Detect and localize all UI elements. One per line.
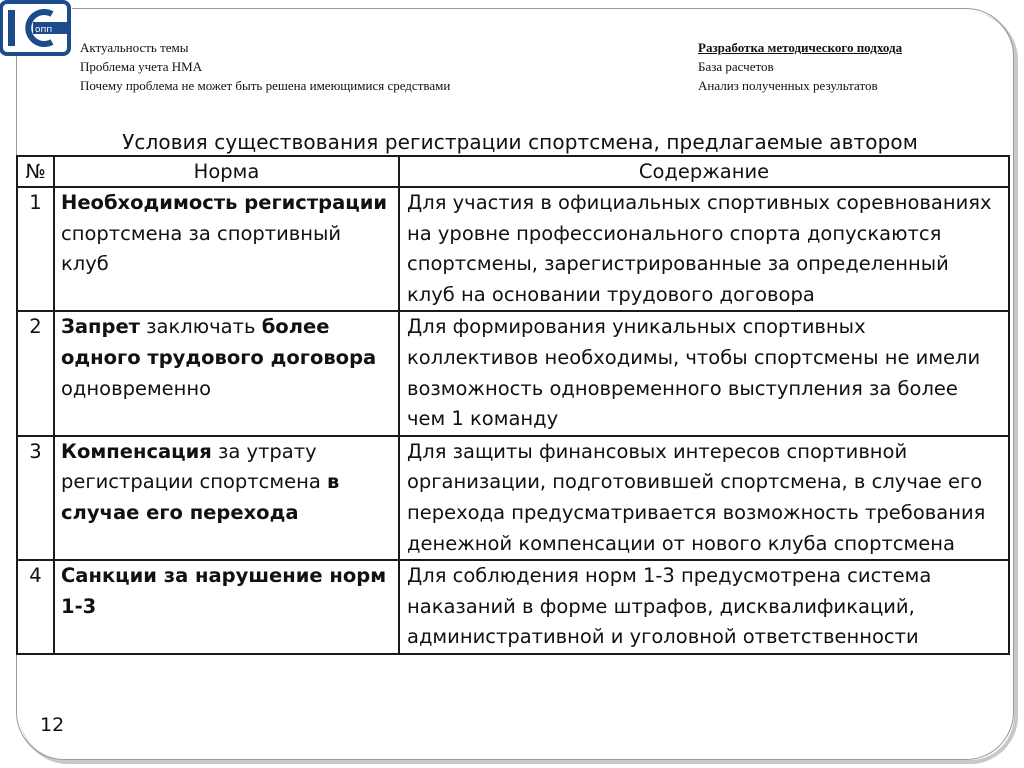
table-row: [17, 311, 1009, 435]
row-content: Для формирования уникальных спортивных коллективов необходимы, чтобы спортсмены не имели возможность одновременного выступления за более чем 1 команду: [399, 311, 1009, 435]
row-number: 1: [17, 187, 54, 311]
norm-text: одновременно: [61, 376, 212, 400]
row-norm: [54, 436, 399, 560]
logo: [0, 0, 72, 56]
row-number: 4: [17, 560, 54, 654]
nav-link-why-unsolved[interactable]: Почему проблема не может быть решена имеющимися средствами: [80, 78, 451, 93]
norm-bold-text: в случае его перехода: [61, 470, 340, 524]
norm-text: спортсмена за спортивный клуб: [61, 221, 342, 276]
norms-table: [16, 155, 1010, 655]
nav-link-methodology[interactable]: Разработка методического подхода: [698, 40, 903, 55]
slide-title: Условия существования регистрации спортсмена, предлагаемые автором: [122, 130, 918, 154]
row-norm: [54, 187, 399, 311]
norm-text: за утрату регистрации спортсмена: [61, 439, 327, 494]
row-number: 3: [17, 436, 54, 560]
norm-bold-text: Запрет: [61, 315, 140, 339]
row-content: Для соблюдения норм 1-3 предусмотрена система наказаний в форме штрафов, дисквалификаций, административной и уголовной ответственности: [399, 560, 1009, 654]
col-header-content: Содержание: [399, 156, 1009, 187]
table-row: [17, 560, 1009, 654]
col-header-norm: Норма: [54, 156, 399, 187]
norm-bold-text: более одного трудового договора: [61, 315, 377, 369]
col-header-num: №: [17, 156, 54, 187]
table-row: [17, 436, 1009, 560]
nav-link-calc-base[interactable]: База расчетов: [698, 59, 774, 74]
row-content: Для защиты финансовых интересов спортивной организации, подготовившей спортсмена, в случае его перехода предусматривается возможность требования денежной компенсации от нового клуба спортсмена: [399, 436, 1009, 560]
row-norm: [54, 311, 399, 435]
table-row: [17, 187, 1009, 311]
norm-bold-text: Санкции за нарушение норм 1-3: [61, 564, 387, 618]
nav-link-results[interactable]: Анализ полученных результатов: [698, 78, 878, 93]
nav-right: [698, 38, 902, 95]
row-norm: [54, 560, 399, 654]
svg-text:опп: опп: [35, 25, 53, 35]
page-number: 12: [40, 714, 65, 736]
norm-bold-text: Компенсация: [61, 439, 212, 463]
row-number: 2: [17, 311, 54, 435]
nav-left: [80, 38, 450, 95]
norm-text: заключать: [139, 315, 262, 339]
row-content: Для участия в официальных спортивных соревнованиях на уровне профессионального спорта допускаются спортсмены, зарегистрированные за определенный клуб на основании трудового договора: [399, 187, 1009, 311]
logo-icon: [0, 0, 72, 56]
nav-link-relevance[interactable]: Актуальность темы: [80, 40, 189, 55]
table-header-row: [17, 156, 1009, 187]
nav-link-nma-problem[interactable]: Проблема учета НМА: [80, 59, 203, 74]
norm-bold-text: Необходимость регистрации: [61, 191, 388, 214]
